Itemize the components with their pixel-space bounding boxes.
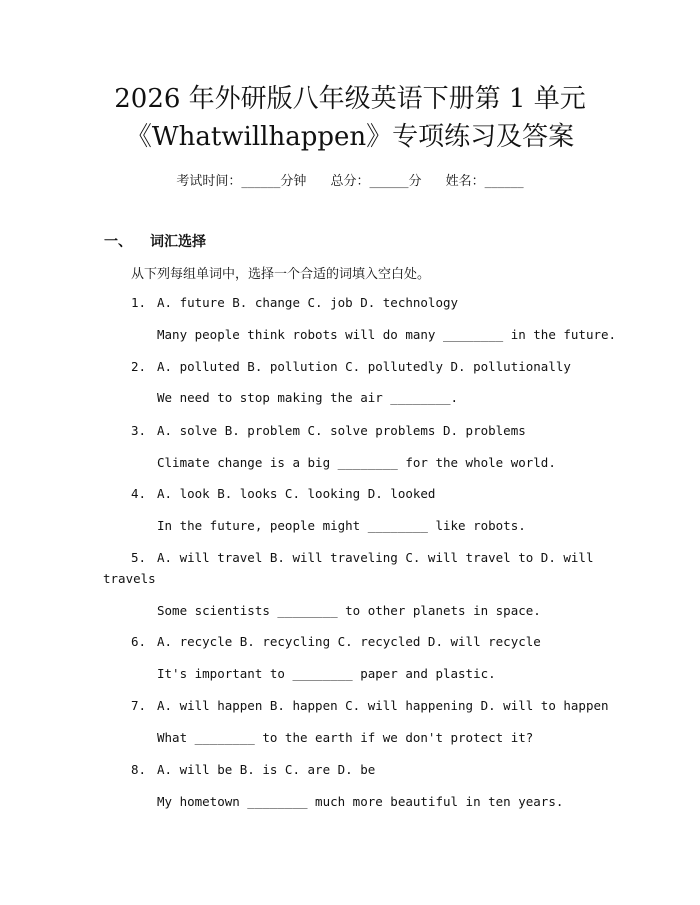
question-options xyxy=(131,762,375,777)
options-text: A. look B. looks C. looking D. looked xyxy=(157,486,436,501)
question-sentence: In the future, people might ________ like robots. xyxy=(157,518,526,533)
section-title: 词汇选择 xyxy=(150,234,206,250)
options-text: A. recycle B. recycling C. recycled D. will recycle xyxy=(157,634,541,649)
options-text: A. will be B. is C. are D. be xyxy=(157,762,376,777)
section-number: 一、 xyxy=(104,234,132,250)
question-options-continued: travels xyxy=(103,571,156,586)
options-text: A. polluted B. pollution C. pollutedly D. pollutionally xyxy=(157,359,571,374)
options-text: A. will happen B. happen C. will happening D. will to happen xyxy=(157,698,609,713)
question-number: 2. xyxy=(131,359,147,374)
question-options xyxy=(131,359,571,374)
question-options xyxy=(131,423,526,438)
exam-time: 考试时间：______分钟 xyxy=(176,174,307,189)
question-sentence: It's important to ________ paper and plastic. xyxy=(157,666,496,681)
question-options xyxy=(131,486,435,501)
question-options xyxy=(131,550,594,565)
question-sentence: Many people think robots will do many ________ in the future. xyxy=(157,327,617,342)
question-number: 3. xyxy=(131,423,147,438)
question-number: 8. xyxy=(131,762,147,777)
question-sentence: My hometown ________ much more beautiful in ten years. xyxy=(157,794,564,809)
exam-score: 总分：______分 xyxy=(330,174,422,189)
question-number: 7. xyxy=(131,698,147,713)
question-options xyxy=(131,634,541,649)
section-instruction: 从下列每组单词中，选择一个合适的词填入空白处。 xyxy=(131,267,431,282)
exam-name: 姓名：______ xyxy=(445,174,524,189)
title-line-1: 2026 年外研版八年级英语下册第 1 单元 xyxy=(114,84,586,114)
question-number: 6. xyxy=(131,634,147,649)
question-sentence: Climate change is a big ________ for the whole world. xyxy=(157,455,556,470)
section-heading xyxy=(104,231,206,251)
question-number: 1. xyxy=(131,295,147,310)
question-sentence: We need to stop making the air ________. xyxy=(157,390,459,405)
question-number: 4. xyxy=(131,486,147,501)
options-text: A. will travel B. will traveling C. will travel to D. will xyxy=(157,550,594,565)
question-sentence: Some scientists ________ to other planets in space. xyxy=(157,603,541,618)
question-options xyxy=(131,698,609,713)
question-options xyxy=(131,295,458,310)
exam-meta xyxy=(0,170,700,189)
question-sentence: What ________ to the earth if we don't protect it? xyxy=(157,730,534,745)
options-text: A. solve B. problem C. solve problems D. problems xyxy=(157,423,526,438)
title-line-2: 《Whatwillhappen》专项练习及答案 xyxy=(125,122,575,152)
question-number: 5. xyxy=(131,550,147,565)
options-text: A. future B. change C. job D. technology xyxy=(157,295,459,310)
